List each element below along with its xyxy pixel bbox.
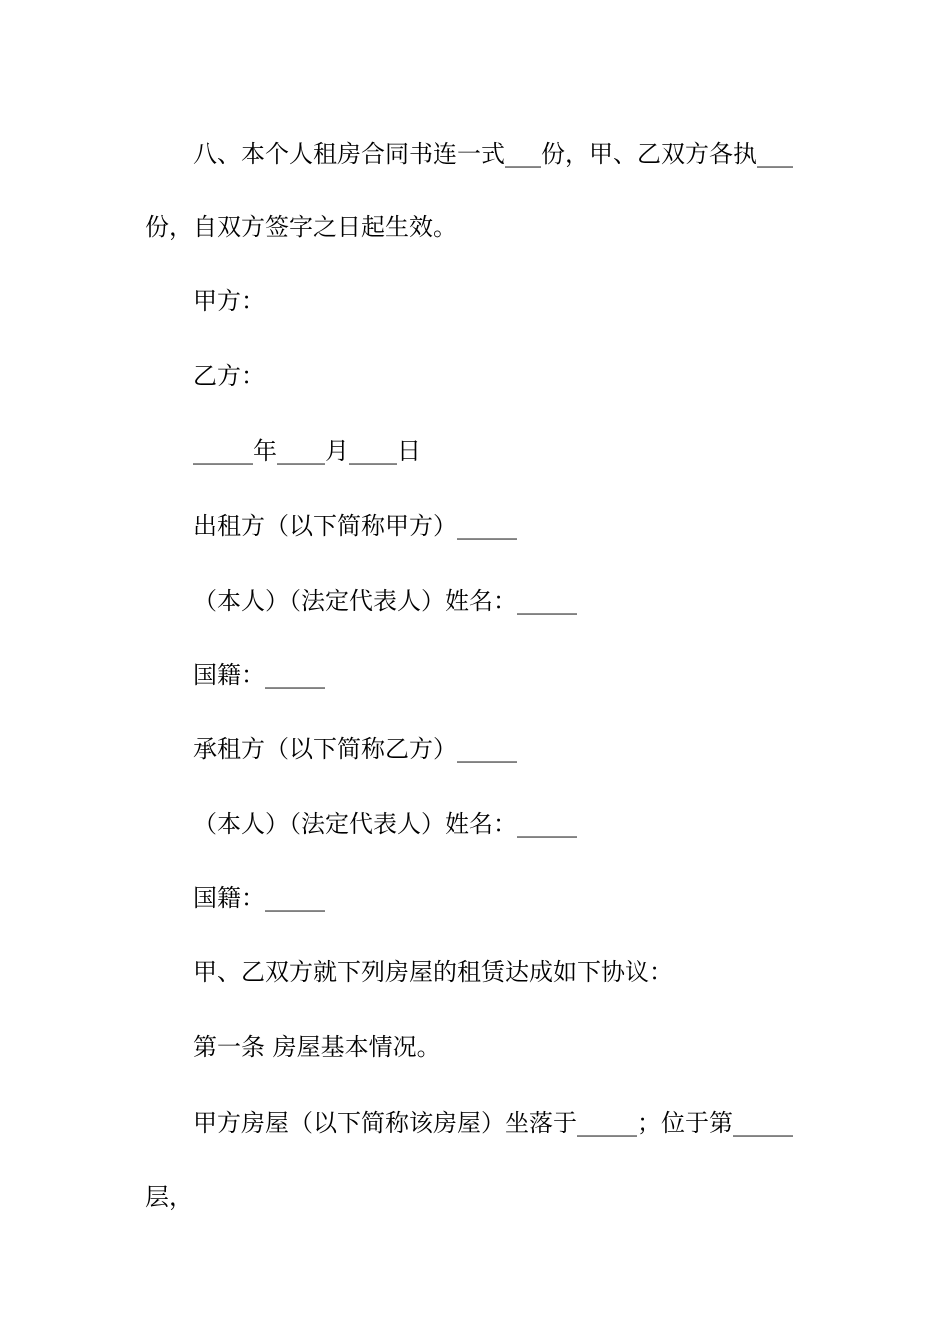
lessee-nationality-line: 国籍：_____: [193, 884, 325, 912]
date-line: _____年____月____日: [193, 437, 421, 465]
lessee-line: 承租方（以下简称乙方）_____: [193, 735, 517, 763]
paragraph-copies-clause: 八、本个人租房合同书连一式___份，甲、乙双方各执___: [193, 140, 793, 168]
lessor-nationality-line: 国籍：_____: [193, 661, 325, 689]
article-one-heading: 第一条 房屋基本情况。: [193, 1033, 441, 1061]
property-location-line: 甲方房屋（以下简称该房屋）坐落于_____；位于第_____: [193, 1109, 793, 1137]
lessor-line: 出租方（以下简称甲方）_____: [193, 512, 517, 540]
property-location-line-continued: 层，: [145, 1183, 193, 1211]
lessor-name-line: （本人）（法定代表人）姓名：_____: [193, 587, 577, 615]
agreement-intro: 甲、乙双方就下列房屋的租赁达成如下协议：: [193, 958, 673, 986]
party-a-signature-label: 甲方：: [193, 287, 265, 315]
paragraph-copies-clause-continued: 份，自双方签字之日起生效。: [145, 213, 457, 241]
lessee-name-line: （本人）（法定代表人）姓名：_____: [193, 810, 577, 838]
party-b-signature-label: 乙方：: [193, 362, 265, 390]
